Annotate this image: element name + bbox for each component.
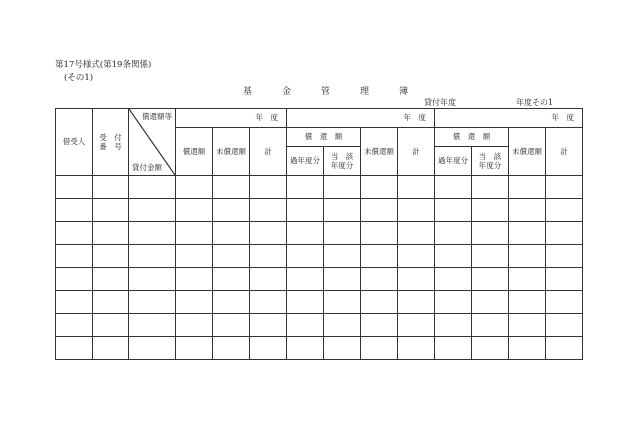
year-header-3: 年 度 — [435, 109, 583, 128]
table-cell — [398, 222, 435, 245]
table-cell — [435, 314, 472, 337]
title-char: 管 — [321, 87, 331, 97]
table-cell — [398, 268, 435, 291]
table-cell — [398, 291, 435, 314]
table-cell — [213, 337, 250, 360]
table-cell — [324, 314, 361, 337]
table-cell — [213, 176, 250, 199]
table-cell — [250, 199, 287, 222]
table-cell — [472, 291, 509, 314]
table-cell — [250, 176, 287, 199]
table-cell — [129, 291, 176, 314]
table-cell — [213, 222, 250, 245]
table-cell — [472, 245, 509, 268]
table-cell — [435, 291, 472, 314]
table-cell — [93, 337, 129, 360]
table-cell — [176, 268, 213, 291]
table-cell — [93, 245, 129, 268]
current-year-line1: 当 該 — [478, 151, 502, 161]
lending-year-label: 貸付年度 — [424, 98, 456, 107]
table-cell — [250, 268, 287, 291]
table-cell — [56, 199, 93, 222]
table-row — [56, 245, 583, 268]
table-cell — [509, 314, 546, 337]
table-cell — [250, 337, 287, 360]
table-cell — [93, 268, 129, 291]
table-cell — [435, 222, 472, 245]
table-cell — [398, 199, 435, 222]
repaid-group-header-3: 償 還 額 — [435, 128, 509, 147]
table-cell — [324, 268, 361, 291]
table-cell — [509, 176, 546, 199]
table-cell — [546, 176, 583, 199]
table-cell — [287, 291, 324, 314]
table-cell — [361, 199, 398, 222]
table-cell — [287, 222, 324, 245]
table-cell — [509, 268, 546, 291]
table-cell — [213, 291, 250, 314]
table-cell — [56, 291, 93, 314]
table-row — [56, 268, 583, 291]
title-char: 簿 — [399, 87, 409, 97]
table-cell — [213, 268, 250, 291]
table-cell — [129, 268, 176, 291]
table-cell — [472, 268, 509, 291]
table-cell — [361, 337, 398, 360]
table-cell — [546, 314, 583, 337]
table-cell — [472, 222, 509, 245]
table-cell — [213, 314, 250, 337]
table-cell — [287, 176, 324, 199]
table-cell — [129, 222, 176, 245]
repaid-header-1: 償還額 — [176, 128, 213, 176]
title-char: 金 — [282, 87, 292, 97]
table-cell — [176, 314, 213, 337]
receipt-number-line1: 受 付 — [99, 132, 122, 142]
total-header-3: 計 — [546, 128, 583, 176]
table-cell — [398, 176, 435, 199]
table-cell — [324, 291, 361, 314]
table-row — [56, 222, 583, 245]
past-year-header-3: 過年度分 — [435, 147, 472, 176]
table-cell — [250, 222, 287, 245]
table-cell — [435, 245, 472, 268]
table-row — [56, 337, 583, 360]
table-cell — [176, 337, 213, 360]
unpaid-header-2: 未償還額 — [361, 128, 398, 176]
borrower-header: 借受人 — [56, 109, 93, 176]
year-header-1: 年 度 — [176, 109, 287, 128]
table-cell — [129, 245, 176, 268]
table-cell — [324, 176, 361, 199]
table-cell — [176, 291, 213, 314]
total-header-2: 計 — [398, 128, 435, 176]
current-year-header-3 — [472, 147, 509, 176]
table-cell — [435, 176, 472, 199]
table-cell — [287, 314, 324, 337]
table-row — [56, 199, 583, 222]
table-cell — [56, 176, 93, 199]
table-cell — [324, 199, 361, 222]
diagonal-bottom-label: 貸付金額 — [132, 162, 162, 172]
form-part: (その1) — [64, 73, 94, 83]
diagonal-header-cell — [129, 109, 176, 176]
table-cell — [176, 199, 213, 222]
table-cell — [250, 291, 287, 314]
table-cell — [324, 245, 361, 268]
receipt-number-line2: 番 号 — [99, 142, 122, 151]
table-cell — [361, 176, 398, 199]
table-cell — [472, 337, 509, 360]
table-cell — [176, 176, 213, 199]
table-cell — [509, 337, 546, 360]
table-cell — [361, 222, 398, 245]
table-cell — [509, 245, 546, 268]
table-cell — [546, 245, 583, 268]
table-cell — [56, 314, 93, 337]
table-cell — [546, 222, 583, 245]
table-cell — [56, 268, 93, 291]
table-cell — [56, 222, 93, 245]
table-cell — [250, 314, 287, 337]
table-cell — [546, 268, 583, 291]
total-header-1: 計 — [250, 128, 287, 176]
table-cell — [287, 199, 324, 222]
table-cell — [176, 222, 213, 245]
table-cell — [324, 222, 361, 245]
form-number: 第17号様式(第19条関係) — [55, 60, 152, 70]
table-cell — [324, 337, 361, 360]
unpaid-header-3: 未償還額 — [509, 128, 546, 176]
table-row — [56, 314, 583, 337]
table-cell — [398, 337, 435, 360]
title-char: 理 — [360, 87, 370, 97]
receipt-number-header — [93, 109, 129, 176]
table-cell — [93, 199, 129, 222]
table-cell — [129, 337, 176, 360]
table-row — [56, 176, 583, 199]
table-cell — [509, 222, 546, 245]
table-cell — [472, 314, 509, 337]
table-cell — [129, 314, 176, 337]
table-cell — [472, 176, 509, 199]
current-year-line2: 年度分 — [478, 161, 502, 170]
table-cell — [213, 199, 250, 222]
table-cell — [250, 245, 287, 268]
current-year-line2: 年度分 — [330, 161, 354, 170]
table-cell — [509, 199, 546, 222]
ledger-table — [55, 108, 583, 360]
table-cell — [56, 337, 93, 360]
ledger-body — [56, 176, 583, 360]
table-cell — [546, 291, 583, 314]
table-cell — [361, 268, 398, 291]
table-cell — [435, 337, 472, 360]
table-cell — [398, 245, 435, 268]
unpaid-header-1: 未償還額 — [213, 128, 250, 176]
title-char: 基 — [243, 87, 253, 97]
table-cell — [546, 199, 583, 222]
table-cell — [287, 245, 324, 268]
table-cell — [213, 245, 250, 268]
table-cell — [361, 245, 398, 268]
table-cell — [546, 337, 583, 360]
table-cell — [56, 245, 93, 268]
table-cell — [129, 176, 176, 199]
table-cell — [398, 314, 435, 337]
table-cell — [435, 199, 472, 222]
diagonal-top-label: 償還額等 — [142, 112, 172, 121]
repaid-group-header-2: 償 還 額 — [287, 128, 361, 147]
table-cell — [472, 199, 509, 222]
table-cell — [435, 268, 472, 291]
table-cell — [93, 314, 129, 337]
table-cell — [129, 199, 176, 222]
current-year-line1: 当 該 — [330, 151, 354, 161]
table-cell — [93, 222, 129, 245]
table-cell — [361, 314, 398, 337]
table-cell — [176, 245, 213, 268]
table-cell — [287, 268, 324, 291]
year-part-label: 年度その1 — [516, 98, 554, 107]
table-cell — [93, 176, 129, 199]
table-row — [56, 291, 583, 314]
current-year-header-2 — [324, 147, 361, 176]
ledger-title — [243, 84, 438, 97]
year-header-2: 年 度 — [287, 109, 435, 128]
table-cell — [509, 291, 546, 314]
past-year-header-2: 過年度分 — [287, 147, 324, 176]
table-cell — [287, 337, 324, 360]
table-cell — [361, 291, 398, 314]
table-cell — [93, 291, 129, 314]
